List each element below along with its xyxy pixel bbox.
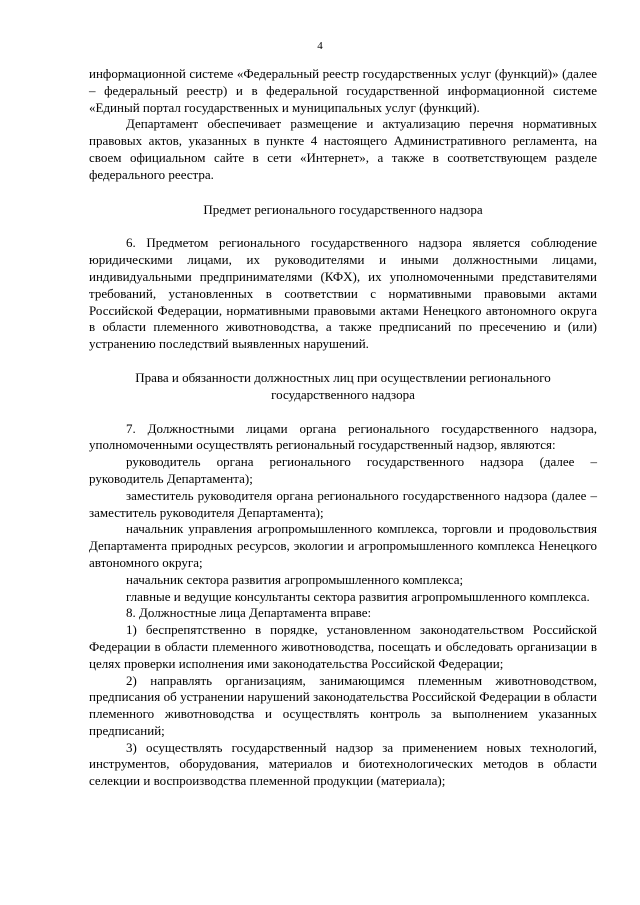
- list-item: начальник управления агропромышленного комплекса, торговли и продовольствия Департамента природных ресурсов, экологии и агропромышленного комплекса Ненецкого автономного округа;: [89, 521, 597, 570]
- paragraph-6: 6. Предметом регионального государственного надзора является соблюдение юридическими лицами, их руководителями и иными должностными лицами, индивидуальными предпринимателями (КФХ), их уполномоченными представителями требований, установленных в соответствии с нормативными правовыми актами Российской Федерации, нормативными правовыми актами Ненецкого автономного округа в области племенного животноводства, а также предписаний по пресечению и (или) устранению последствий выявленных нарушений.: [89, 235, 597, 352]
- list-item: начальник сектора развития агропромышленного комплекса;: [126, 571, 464, 587]
- page-number: 4: [317, 40, 323, 52]
- list-item: 2) направлять организациям, занимающимся племенным животноводством, предписания об устранении нарушений законодательства Российской Федерации в области племенного животноводства и осуществлять контроль за выполнением указанных предписаний;: [89, 672, 597, 738]
- document-body: [89, 66, 597, 790]
- section-heading-subject: Предмет регионального государственного надзора: [203, 201, 483, 217]
- list-item: руководитель органа регионального государственного надзора (далее – руководитель Департамента);: [89, 454, 597, 486]
- paragraph-8: 8. Должностные лица Департамента вправе:: [126, 605, 372, 621]
- list-item: 3) осуществлять государственный надзор за применением новых технологий, инструментов, оборудования, материалов и биотехнологических методов в области селекции и воспроизводства племенной продукции (материала);: [89, 739, 597, 789]
- list-item: 1) беспрепятственно в порядке, установленном законодательством Российской Федерации в области племенного животноводства, посещать и обследовать организации в целях проверки исполнения ими законодательства Российской Федерации;: [89, 622, 597, 671]
- section-heading-rights: Права и обязанности должностных лиц при осуществлении регионального государственного надзора: [135, 369, 551, 402]
- paragraph: информационной системе «Федеральный реестр государственных услуг (функций)» (далее – федеральный реестр) и в федеральной государственной информационной системе «Единый портал государственных и муниципальных услуг (функций).: [89, 66, 597, 115]
- list-item: главные и ведущие консультанты сектора развития агропромышленного комплекса.: [126, 588, 590, 604]
- paragraph-7: 7. Должностными лицами органа регионального государственного надзора, уполномоченными осуществлять региональный государственный надзор, являются:: [89, 420, 597, 453]
- paragraph: Департамент обеспечивает размещение и актуализацию перечня нормативных правовых актов, указанных в пункте 4 настоящего Административного регламента, на своем официальном сайте в сети «Интернет», а также в соответствующем разделе федерального реестра.: [89, 116, 597, 182]
- list-item: заместитель руководителя органа регионального государственного надзора (далее – заместитель руководителя Департамента);: [89, 487, 597, 520]
